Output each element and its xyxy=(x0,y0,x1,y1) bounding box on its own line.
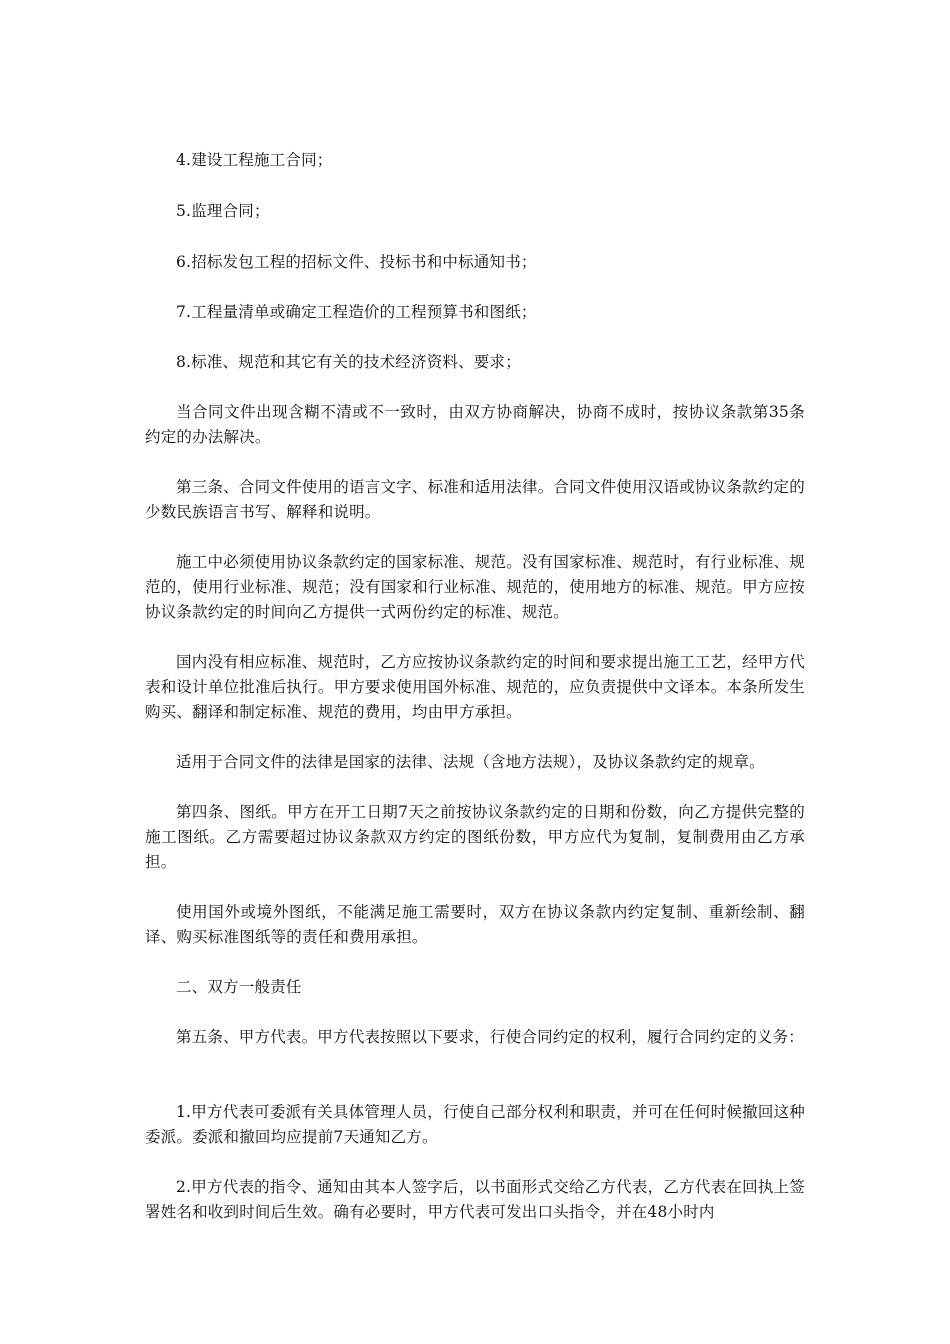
paragraph-article-3: 第三条、合同文件使用的语言文字、标准和适用法律。合同文件使用汉语或协议条款约定的少数民族语言书写、解释和说明。 xyxy=(145,478,805,521)
paragraph-item-4: 4.建设工程施工合同； xyxy=(176,151,333,169)
paragraph-foreign-standards: 国内没有相应标准、规范时，乙方应按协议条款约定的时间和要求提出施工工艺，经甲方代表和设计单位批准后执行。甲方要求使用国外标准、规范的，应负责提供中文译本。本条所发生购买、翻译和制定标准、规范的费用，均由甲方承担。 xyxy=(145,653,805,721)
paragraph-item-8: 8.标准、规范和其它有关的技术经济资料、要求； xyxy=(176,353,521,371)
paragraph-item-5: 5.监理合同； xyxy=(176,202,270,220)
paragraph-delegation: 1.甲方代表可委派有关具体管理人员，行使自己部分权利和职责，并可在任何时候撤回这种委派。委派和撤回均应提前7天通知乙方。 xyxy=(145,1103,805,1146)
paragraph-ambiguity: 当合同文件出现含糊不清或不一致时，由双方协商解决，协商不成时，按协议条款第35条约定的办法解决。 xyxy=(145,403,805,446)
paragraph-standards: 施工中必须使用协议条款约定的国家标准、规范。没有国家标准、规范时，有行业标准、规范的，使用行业标准、规范；没有国家和行业标准、规范的，使用地方的标准、规范。甲方应按协议条款约定的时间向乙方提供一式两份约定的标准、规范。 xyxy=(145,553,805,621)
paragraph-applicable-law: 适用于合同文件的法律是国家的法律、法规（含地方法规），及协议条款约定的规章。 xyxy=(176,753,765,771)
section-heading-obligations: 二、双方一般责任 xyxy=(176,978,302,996)
paragraph-item-7: 7.工程量清单或确定工程造价的工程预算书和图纸； xyxy=(176,303,537,321)
paragraph-article-5: 第五条、甲方代表。甲方代表按照以下要求，行使合同约定的权利，履行合同约定的义务： xyxy=(176,1028,805,1046)
paragraph-item-6: 6.招标发包工程的招标文件、投标书和中标通知书； xyxy=(176,253,537,271)
paragraph-instructions: 2.甲方代表的指令、通知由其本人签字后，以书面形式交给乙方代表，乙方代表在回执上签署姓名和收到时间后生效。确有必要时，甲方代表可发出口头指令，并在48小时内 xyxy=(145,1178,805,1221)
paragraph-foreign-drawings: 使用国外或境外图纸，不能满足施工需要时，双方在协议条款内约定复制、重新绘制、翻译、购买标准图纸等的责任和费用承担。 xyxy=(145,903,805,946)
paragraph-article-4: 第四条、图纸。甲方在开工日期7天之前按协议条款约定的日期和份数，向乙方提供完整的施工图纸。乙方需要超过协议条款双方约定的图纸份数，甲方应代为复制，复制费用由乙方承担。 xyxy=(145,803,805,871)
